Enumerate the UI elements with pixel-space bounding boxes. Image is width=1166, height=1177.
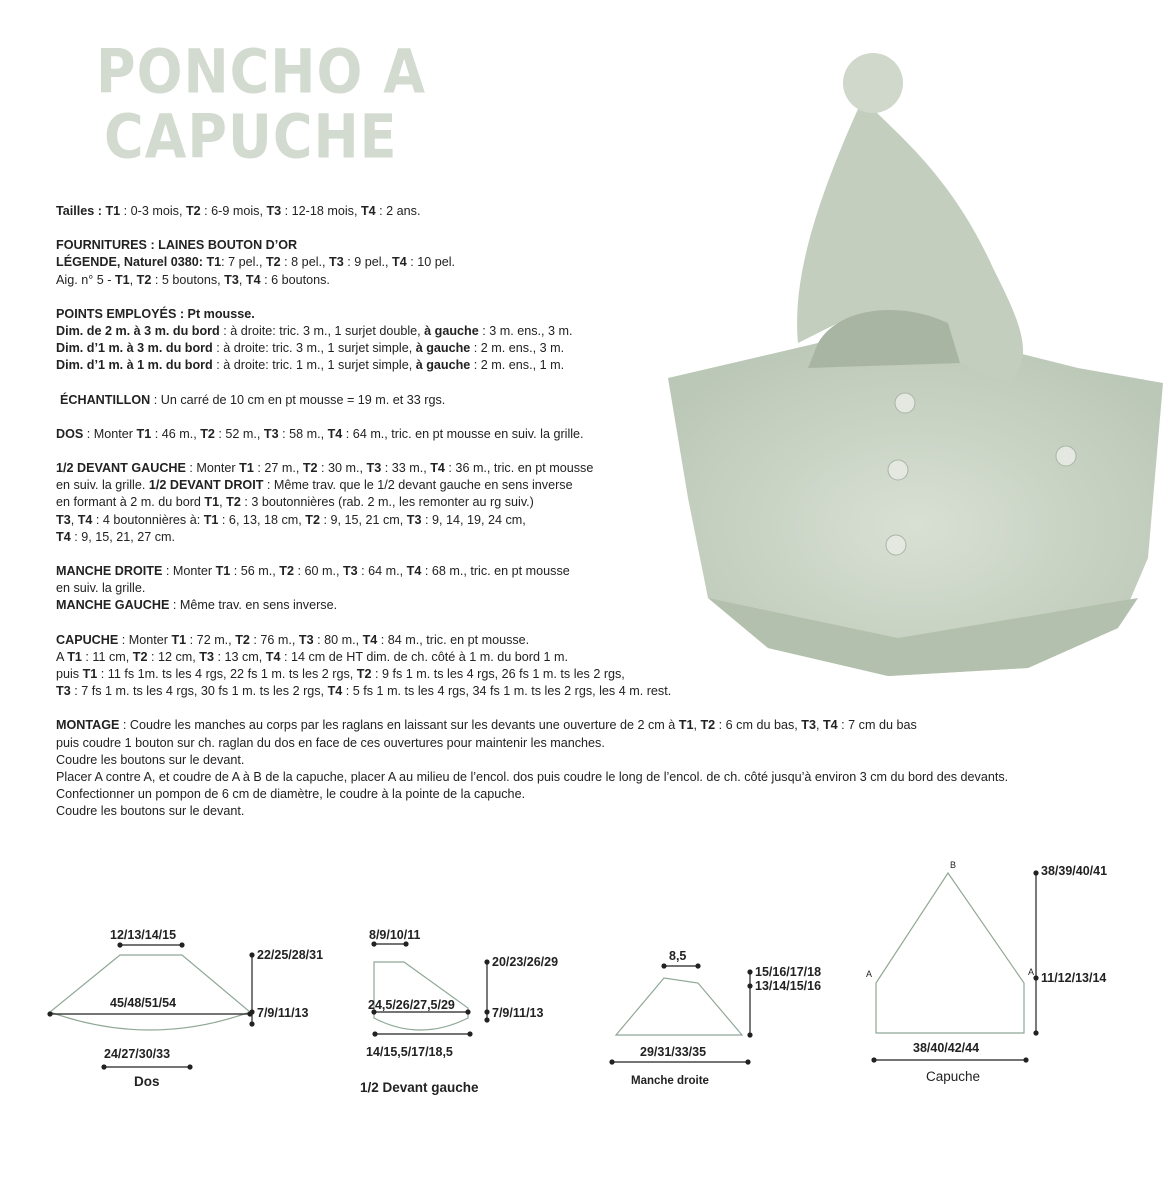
manche-line: en suiv. la grille. — [56, 581, 146, 596]
devant-line: en suiv. la grille. 1/2 DEVANT DROIT : Même trav. que le 1/2 devant gauche en sens inverse — [56, 478, 573, 493]
manche-outline — [616, 978, 742, 1035]
capuche-height-side: 11/12/13/14 — [1041, 971, 1107, 985]
montage-line: Confectionner un pompon de 6 cm de diamètre, le coudre à la pointe de la capuche. — [56, 787, 526, 802]
capuche-left-label: A — [866, 969, 873, 979]
points-heading: POINTS EMPLOYÉS : Pt mousse. — [56, 306, 255, 321]
manche-bottom-label: 29/31/33/35 — [640, 1045, 707, 1059]
dos-mid-label: 45/48/51/54 — [110, 996, 177, 1010]
manche-top-label: 8,5 — [669, 949, 687, 963]
manche-caption: Manche droite — [631, 1075, 709, 1087]
section-dos — [56, 426, 1151, 443]
fournitures-heading: FOURNITURES : LAINES BOUTON D’OR — [56, 238, 298, 253]
capuche-bottom-label: 38/40/42/44 — [913, 1041, 980, 1055]
devant-line: T3, T4 : 4 boutonnières à: T1 : 6, 13, 18 cm, T2 : 9, 15, 21 cm, T3 : 9, 14, 19, 24 cm, — [56, 512, 526, 527]
dos-outline — [50, 955, 250, 1030]
section-manches — [56, 563, 1151, 615]
montage-line: MONTAGE : Coudre les manches au corps par les raglans en laissant sur les devants une ouverture de 2 cm à T1, T2 : 6 cm du bas, T3, T4 : 7 cm du bas — [56, 718, 917, 733]
section-montage — [56, 717, 1151, 820]
title-line-1: PONCHO A — [96, 36, 426, 108]
dos-line: DOS : Monter T1 : 46 m., T2 : 52 m., T3 : 58 m., T4 : 64 m., tric. en pt mousse en suiv. la grille. — [56, 426, 584, 441]
montage-line: Coudre les boutons sur le devant. — [56, 752, 245, 767]
manche-height-total: 15/16/17/18 — [755, 965, 822, 979]
dos-bottom-label: 24/27/30/33 — [104, 1047, 171, 1061]
devant-caption: 1/2 Devant gauche — [360, 1080, 479, 1095]
capuche-line: T3 : 7 fs 1 m. ts les 4 rgs, 30 fs 1 m. ts les 2 rgs, T4 : 5 fs 1 m. ts les 4 rgs, 34 fs 1 m. ts les 2 rgs, les 4 m. rest. — [56, 684, 672, 699]
montage-line: puis coudre 1 bouton sur ch. raglan du dos en face de ces ouvertures pour maintenir les manches. — [56, 735, 605, 750]
tailles-line: Tailles : T1 : 0-3 mois, T2 : 6-9 mois, T3 : 12-18 mois, T4 : 2 ans. — [56, 204, 421, 218]
manche-line: MANCHE DROITE : Monter T1 : 56 m., T2 : 60 m., T3 : 64 m., T4 : 68 m., tric. en pt mousse — [56, 564, 570, 579]
pompom — [843, 53, 903, 113]
points-line: Dim. d’1 m. à 1 m. du bord : à droite: tric. 1 m., 1 surjet simple, à gauche : 2 m. ens., 1 m. — [56, 358, 565, 373]
devant-top-label: 8/9/10/11 — [369, 928, 421, 942]
devant-line: en formant à 2 m. du bord T1, T2 : 3 boutonnières (rab. 2 m., les remonter au rg suiv.) — [56, 495, 534, 510]
page-title — [96, 36, 426, 173]
dos-height-side: 7/9/11/13 — [257, 1006, 309, 1020]
section-devant — [56, 460, 1151, 546]
instructions — [56, 203, 1151, 838]
devant-outline — [374, 962, 468, 1030]
capuche-height-total: 38/39/40/41 — [1041, 864, 1108, 878]
section-capuche — [56, 632, 1151, 701]
devant-height-side: 7/9/11/13 — [492, 1006, 544, 1020]
dos-height-total: 22/25/28/31 — [257, 948, 324, 962]
devant-height-total: 20/23/26/29 — [492, 955, 559, 969]
capuche-peak-label: B — [950, 860, 957, 870]
manche-line: MANCHE GAUCHE : Même trav. en sens inverse. — [56, 598, 338, 613]
schematics — [0, 840, 1166, 1140]
capuche-line: puis T1 : 11 fs 1m. ts les 4 rgs, 22 fs 1 m. ts les 2 rgs, T2 : 9 fs 1 m. ts les 4 rgs, 26 fs 1 m. ts les 2 rgs, — [56, 667, 625, 682]
section-points — [56, 306, 1151, 375]
dos-top-label: 12/13/14/15 — [110, 928, 177, 942]
points-line: Dim. d’1 m. à 3 m. du bord : à droite: tric. 3 m., 1 surjet simple, à gauche : 2 m. ens., 3 m. — [56, 341, 565, 356]
devant-line: 1/2 DEVANT GAUCHE : Monter T1 : 27 m., T2 : 30 m., T3 : 33 m., T4 : 36 m., tric. en pt mousse — [56, 461, 594, 476]
manche-height-side: 13/14/15/16 — [755, 979, 822, 993]
points-line: Dim. de 2 m. à 3 m. du bord : à droite: tric. 3 m., 1 surjet double, à gauche : 3 m. ens., 3 m. — [56, 324, 573, 339]
devant-line: T4 : 9, 15, 21, 27 cm. — [56, 529, 176, 544]
section-fournitures — [56, 237, 1151, 289]
title-line-2: CAPUCHE — [104, 101, 398, 173]
section-tailles — [56, 203, 1151, 220]
dos-caption: Dos — [134, 1074, 160, 1089]
capuche-outline — [876, 873, 1024, 1033]
echantillon-line: ÉCHANTILLON : Un carré de 10 cm en pt mousse = 19 m. et 33 rgs. — [60, 392, 446, 407]
montage-line: Placer A contre A, et coudre de A à B de la capuche, placer A au milieu de l’encol. dos puis coudre le long de l’encol. de ch. côté jusqu’à environ 3 cm du bord des devants. — [56, 770, 1009, 785]
fournitures-line: LÉGENDE, Naturel 0380: T1: 7 pel., T2 : 8 pel., T3 : 9 pel., T4 : 10 pel. — [56, 255, 456, 270]
capuche-line: CAPUCHE : Monter T1 : 72 m., T2 : 76 m., T3 : 80 m., T4 : 84 m., tric. en pt mousse. — [56, 632, 530, 647]
capuche-caption: Capuche — [926, 1069, 981, 1084]
devant-bottom-label: 14/15,5/17/18,5 — [366, 1045, 453, 1059]
fournitures-line: Aig. n° 5 - T1, T2 : 5 boutons, T3, T4 : 6 boutons. — [56, 272, 330, 287]
section-echantillon — [56, 392, 1151, 409]
devant-mid-label: 24,5/26/27,5/29 — [368, 998, 455, 1012]
capuche-right-label: A — [1028, 967, 1035, 977]
montage-line: Coudre les boutons sur le devant. — [56, 804, 245, 819]
capuche-line: A T1 : 11 cm, T2 : 12 cm, T3 : 13 cm, T4 : 14 cm de HT dim. de ch. côté à 1 m. du bord 1 m. — [56, 649, 568, 664]
